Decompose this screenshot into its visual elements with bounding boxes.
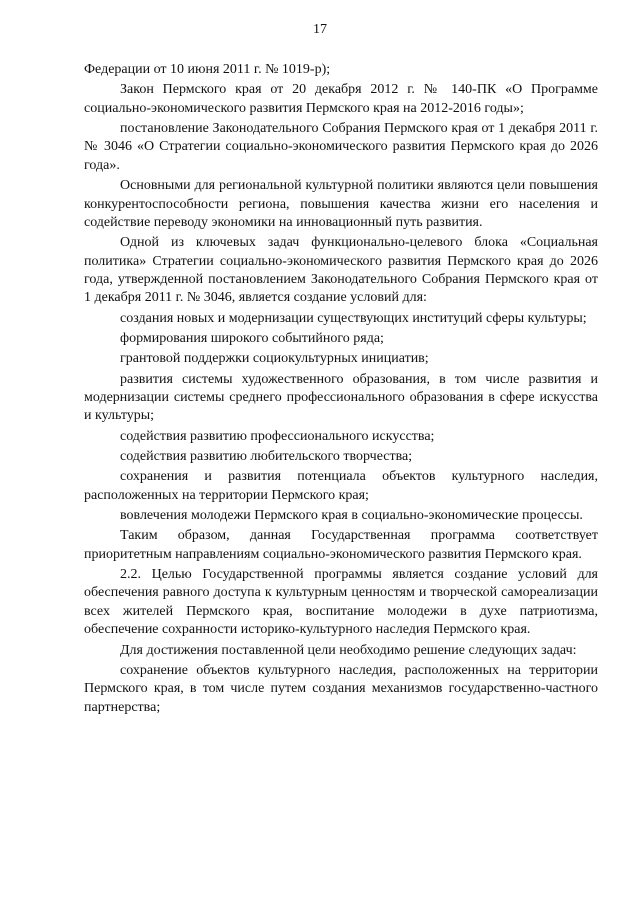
list-item: грантовой поддержки социокультурных инициатив; xyxy=(120,351,429,367)
list-item: содействия развитию любительского творчества; xyxy=(120,449,413,465)
paragraph: Федерации от 10 июня 2011 г. № 1019-р); xyxy=(84,62,331,77)
list-item: сохранения и развития потенциала объектов культурного наследия, расположенных на территории Пермского края; xyxy=(84,469,598,503)
document-body xyxy=(84,61,598,719)
list-item: развития системы художественного образования, в том числе развития и модернизации системы среднего профессионального образования в сфере искусства и культуры; xyxy=(84,371,598,424)
list-item: содействия развитию профессионального искусства; xyxy=(120,428,435,444)
list-item: сохранение объектов культурного наследия, расположенных на территории Пермского края, в том числе путем создания механизмов государственно-частного партнерства; xyxy=(84,662,598,715)
list-item: формирования широкого событийного ряда; xyxy=(120,331,384,347)
paragraph: Таким образом, данная Государственная программа соответствует приоритетным направлениям социально-экономического развития Пермского края. xyxy=(84,528,598,562)
list-item: создания новых и модернизации существующих институций сферы культуры; xyxy=(120,310,587,326)
paragraph: Закон Пермского края от 20 декабря 2012 г. № 140-ПК «О Программе социально-экономического развития Пермского края на 2012-2016 годы»; xyxy=(84,82,598,116)
paragraph: Одной из ключевых задач функционально-целевого блока «Социальная политика» Стратегии социально-экономического развития Пермского края до 2026 года, утвержденной постановлением Законодательного Собрания Пермского края от 1 декабря 2011 г. № 3046, является создание условий для: xyxy=(84,235,598,306)
paragraph: постановление Законодательного Собрания Пермского края от 1 декабря 2011 г. № 3046 «О Стратегии социально-экономического развития Пермского края до 2026 года». xyxy=(84,121,598,173)
page-number: 17 xyxy=(313,22,327,37)
paragraph: 2.2. Целью Государственной программы является создание условий для обеспечения равного доступа к культурным ценностям и творческой самореализации всех жителей Пермского края, воспитание молодежи в духе патриотизма, обеспечение сохранности историко-культурного наследия Пермского края. xyxy=(84,567,598,638)
list-item: вовлечения молодежи Пермского края в социально-экономические процессы. xyxy=(120,508,583,524)
paragraph: Основными для региональной культурной политики являются цели повышения конкурентоспособности региона, повышения качества жизни его населения и содействие переводу экономики на инновационный путь развития. xyxy=(84,178,598,230)
paragraph: Для достижения поставленной цели необходимо решение следующих задач: xyxy=(120,642,577,658)
